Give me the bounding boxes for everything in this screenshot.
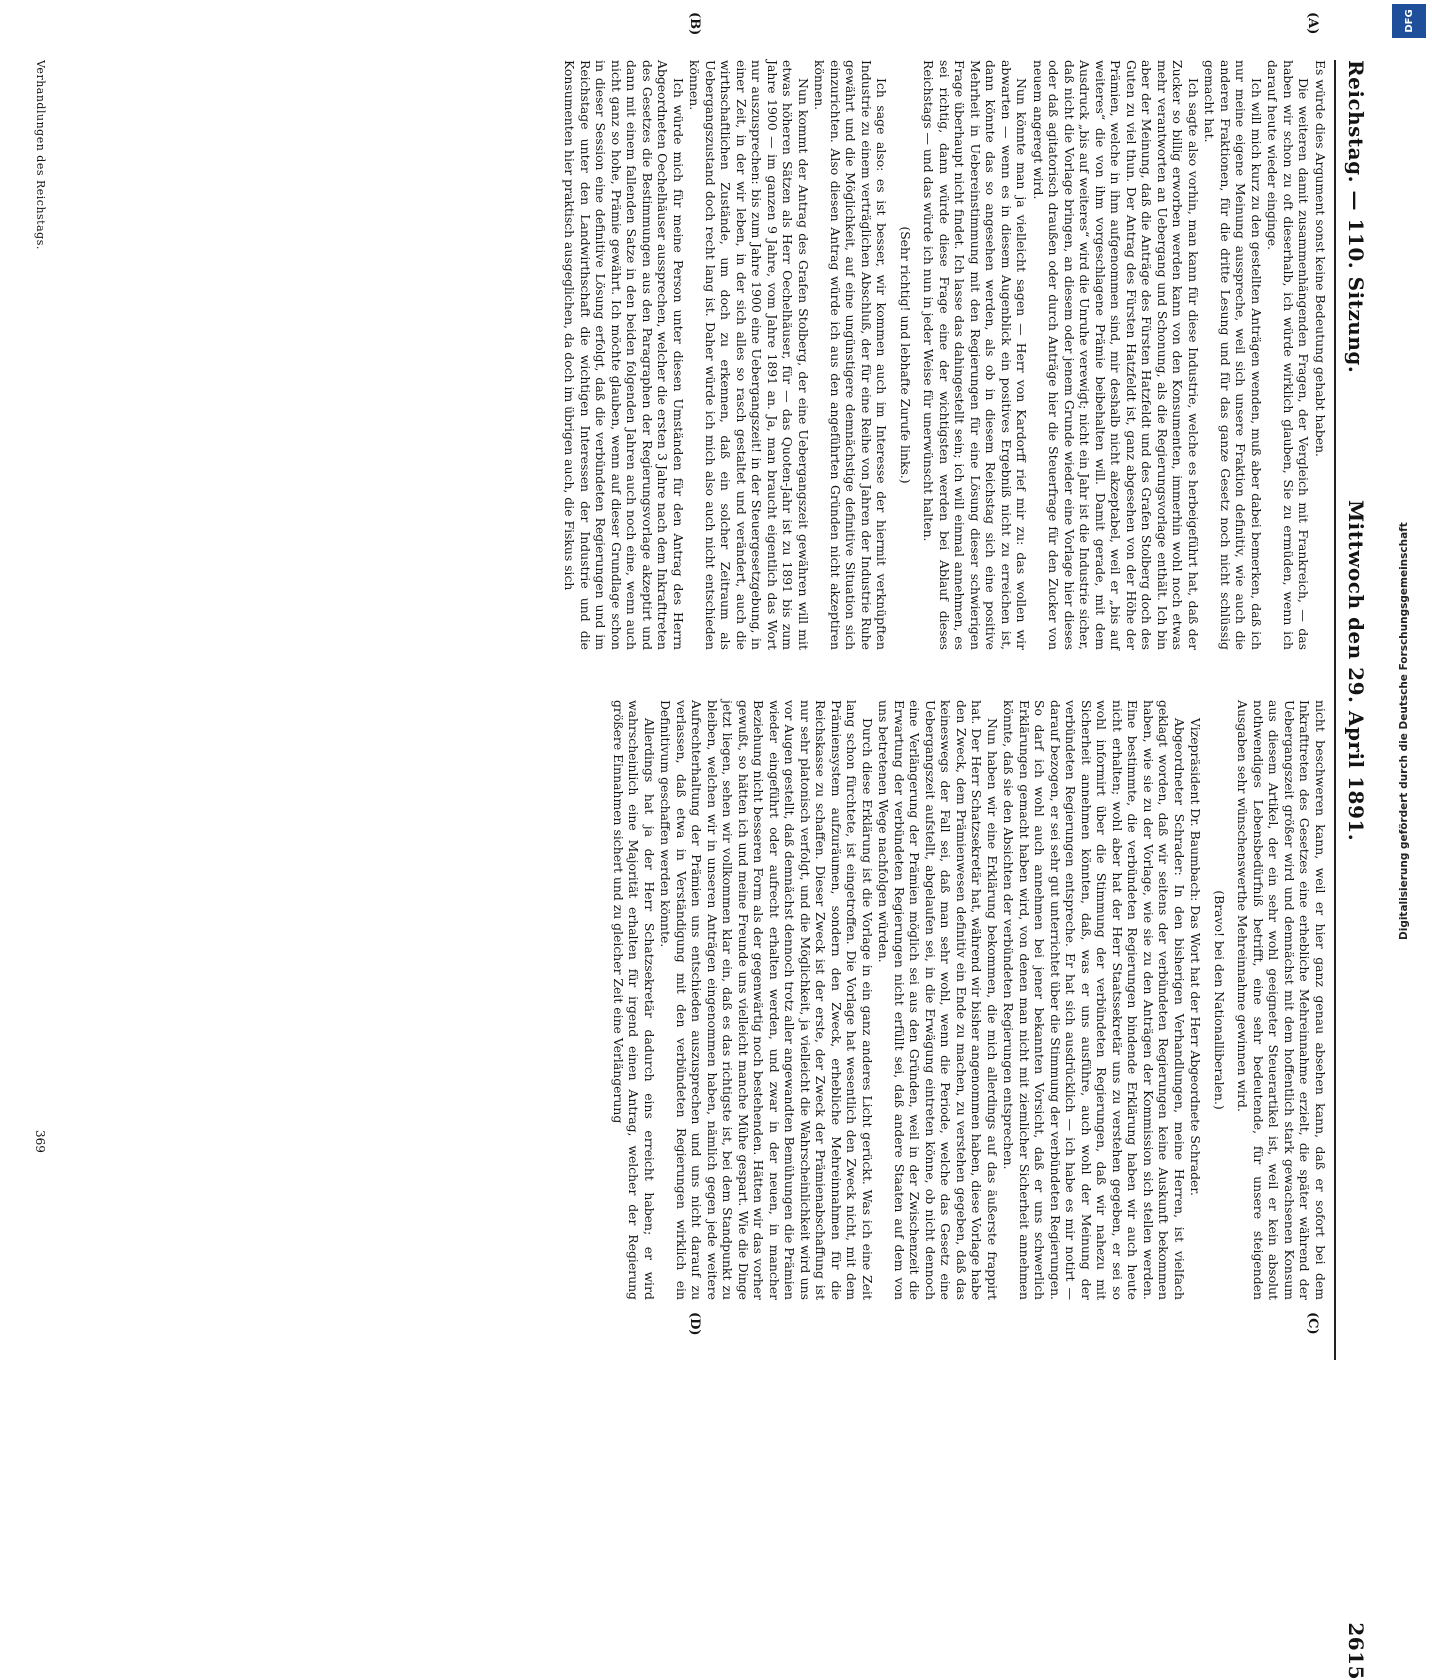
paragraph: nicht beschweren kann, weil er hier ganz genau absehen kann, daß er sofort bei dem Inkrafttreten des Gesetzes eine erhebliche Mehreinnahme erzielt, die später während der Uebergangszeit größer wird und demnächst mit dem hoffentlich stark gewachsenen Konsum aus diesem Artikel, der ein sehr wohl geeigneter Steuerartikel ist, weil er kein absolut nothwendiges Lebensbedürfniß betrifft, eine sehr bedeutende, für unsere steigenden Ausgaben sehr wünschenswerthe Mehreinnahme gewinnen wird. <box>1235 700 1328 1300</box>
paragraph: Nun kommt der Antrag des Grafen Stolberg, der eine Uebergangszeit gewähren will mit etwas höheren Sätzen als Herr Oechelhäuser, für — das Quoten-Jahr ist zu 1891 bis zum Jahre 1900 — im ganzen 9 Jahre, vom Jahre 1891 an. Ja, man braucht eigentlich das Wort nur auszusprechen: bis zum Jahre 1900 eine Uebergangszeit! in der Steuergesetzgebung, in einer Zeit, in der wir leben, in der sich alles so rasch gestaltet und verändert, auch die wirthschaftlichen Zustände, um doch zu erkennen, daß ein solcher Zeitraum als Uebergangszustand doch recht lang ist. Daher würde ich mich also auch nicht entschieden können. <box>687 60 811 650</box>
paragraph: Nun haben wir eine Erklärung bekommen, die mich allerdings auf das äußerste frappirt hat. Der Herr Schatzsekretär hat, während wir bisher angenommen haben, diese Vorlage habe den Zweck, dem Prämienwesen definitiv ein Ende zu machen, zu verstehen gegeben, daß das keineswegs der Fall sei, daß man sehr wohl, wenn die Periode, welche das Gesetz eine Uebergangszeit aufstellt, abgelaufen sei, in die Erwägung eintreten könne, ob nicht dennoch eine Verlängerung der Prämien möglich sei aus den Gründen, weil in der Zwischenzeit die Erwartung der verbündeten Regierungen nicht erfüllt sei, daß andere Staaten auf dem von uns betretenen Wege nachfolgen würden. <box>876 700 1000 1300</box>
folio-number: 369 <box>33 1130 47 1153</box>
left-column <box>561 60 1328 650</box>
speaker-intro: Vizepräsident Dr. Baumbach: Das Wort hat der Herr Abgeordnete Schrader. <box>1188 718 1204 1196</box>
paragraph: Ich sagte also vorhin, man kann für diese Industrie, welche es herbeigeführt hat, daß der Zucker so billig erworben werden kann von den Konsumenten, immerhin wohl noch etwas mehr verantworten an Uebergang und Schonung, als die Regierungsvorlage enthält. Ich bin aber der Meinung, daß die Anträge des Fürsten Hatzfeldt und des Grafen Stolberg doch des Guten zu viel thun. Der Antrag des Fürsten Hatzfeldt ist, ganz abgesehen von der Höhe der Prämien, welche in ihm aufgenommen sind, mir deshalb nicht akzeptabel, weil er „bis auf weiteres“ die von ihm vorgeschlagene Prämie beibehalten will. Damit gerade, mit dem Ausdruck „bis auf weiteres“ wird die Unruhe verewigt; nicht ein Jahr ist die Industrie sicher, daß nicht die Vorlage bringen, an diesem oder jenem Grunde wieder eine Vorlage hier dieses oder daß agitatorisch draußen oder durch Anträge hier die Steuerfrage für den Zucker von neuem angeregt wird. <box>1031 60 1201 650</box>
margin-marker-a: (A) <box>1305 12 1320 35</box>
right-column <box>610 700 1329 1300</box>
paragraph: Ich sage also: es ist besser, wir kommen auch im Interesse der hiermit verknüpften Industrie zu einem verträglichen Abschluß, der für eine Reihe von Jahren der Industrie Ruhe gewährt und die Möglichkeit, auf eine ungünstigere demnächstige definitive Situation sich einzurichten. Also diesen Antrag würde ich aus den angeführten Gründen nicht akzeptiren können. <box>812 60 890 650</box>
interjection: (Bravo! bei den Nationalliberalen.) <box>1212 890 1227 1110</box>
margin-marker-d: (D) <box>687 1312 702 1336</box>
running-head <box>1334 60 1374 1680</box>
paragraph: Durch diese Erklärung ist die Vorlage in ein ganz anderes Licht gerückt. Was ich eine Zeit lang schon fürchtete, ist eingetroffen. Die Vorlage hat wesentlich den Zweck nicht, mit dem Prämiensystem aufzuräumen, sondern den Zweck, erhebliche Mehreinnahmen für die Reichskasse zu schaffen. Dieser Zweck ist der erste, der Zweck der Prämienabschaffung ist nur sehr platonisch verfolgt, und die Möglichkeit, ja vielleicht die Wahrscheinlichkeit wird uns vor Augen gestellt, daß demnächst dennoch trotz aller angewandten Bemühungen die Prämien wieder eingeführt oder aufrecht erhalten werden, und zwar in der neuen, in mancher Beziehung nicht besseren Form als der gegenwärtig noch bestehenden. Hätten wir das vorher gewußt, so hätten ich und meine Freunde uns vielleicht manche Mühe gespart. Wie die Dinge jetzt liegen, sehen wir vollkommen klar ein, daß es das richtigste ist, bei dem Standpunkt zu bleiben, welchen wir in unseren Anträgen eingenommen haben, nämlich gegen jede weitere Aufrechterhaltung der Prämien uns entschieden auszusprechen und uns nicht darauf zu verlassen, daß etwa in Verständigung mit den verbündeten Regierungen wirklich ein Definitivum geschaffen werden könnte. <box>658 700 875 1300</box>
margin-marker-c: (C) <box>1305 1312 1320 1335</box>
digitization-note: Digitalisierung gefördert durch die Deutsche Forschungsgemeinschaft <box>1398 522 1410 940</box>
paragraph: Es würde dies Argument sonst keine Bedeutung gehabt haben. <box>1313 60 1328 457</box>
interjection: (Sehr richtig! und lebhafte Zurufe links.) <box>898 226 913 484</box>
running-head-date: Mittwoch den 29. April 1891. <box>1344 500 1368 842</box>
margin-marker-b: (B) <box>687 12 702 36</box>
paragraph: Ich will mich kurz zu den gestellten Anträgen wenden, muß aber dabei bemerken, daß ich nur meine eigene Meinung ausspreche, weil sich unsere Fraktion definitiv, wie auch die anderen Fraktionen, für die dritte Lesung und für das ganze Gesetz noch nicht schlüssig gemacht hat. <box>1202 60 1264 650</box>
running-head-left: Reichstag. — 110. Sitzung. <box>1344 60 1368 374</box>
paragraph: Abgeordneter Schrader: In den bisherigen Verhandlungen, meine Herren, ist vielfach geklagt worden, daß wir seitens der verbündeten Regierungen keine Auskunft bekommen haben, wie sie zu der Vorlage, wie sie zu den Anträgen der Kommission sich stellen werden. Eine bestimmte, die verbündeten Regierungen bindende Erklärung haben wir auch heute nicht erhalten; wohl aber hat der Herr Staatssekretär uns zu verstehen gegeben, er sei so wohl informirt über die Stimmung der verbündeten Regierungen, daß wir nahezu mit Sicherheit annehmen könnten, daß, was er uns ausführe, auch wohl der Meinung der verbündeten Regierungen entspreche. Er hat sich ausdrücklich — ich habe es mir notirt — darauf bezogen, er sei sehr gut unterrichtet über die Stimmung der verbündeten Regierungen. So darf ich wohl auch annehmen bei jener bekannten Vorsicht, daß er uns schwerlich Erklärungen gemacht haben wird, von denen man nicht mit ziemlicher Sicherheit annehmen könnte, daß sie den Absichten der verbündeten Regierungen entsprechen. <box>1001 700 1187 1300</box>
header-rule <box>1334 60 1336 1360</box>
paragraph: Die weiteren damit zusammenhängenden Fragen, der Vergleich mit Frankreich, — das haben wir schon zu oft dieserhalb, ich würde wirklich glauben, Sie zu ermüden, wenn ich darauf heute wieder einginge. <box>1265 60 1312 650</box>
dfg-logo: DFG <box>1392 4 1426 38</box>
paragraph: Allerdings hat ja der Herr Schatzsekretär dadurch eins erreicht haben; er wird wahrscheinlich eine Majorität erhalten für irgend einen Antrag, welcher der Regierung größere Einnahmen sichert und zu gleicher Zeit eine Verlängerung <box>611 700 657 1300</box>
paragraph: Nun könnte man ja vielleicht sagen — Herr von Kardorff rief mir zu: das wollen wir abwarten — wenn es in diesem Augenblick ein positives Ergebniß nicht zu erreichen ist, dann könnte das so angesehen werden, als ob in diesem Reichstag sich eine positive Mehrheit in Uebereinstimmung mit den Regierungen für eine Lösung dieser schwierigen Frage überhaupt nicht findet. Ich lasse das dahingestellt sein; ich will einmal annehmen, es sei richtig, dann würde diese Frage eine der wichtigsten werden bei Ablauf dieses Reichstags — und das würde ich nun in jeder Weise für unerwünscht halten. <box>921 60 1030 650</box>
paragraph: Ich würde mich für meine Person unter diesen Umständen für den Antrag des Herrn Abgeordneten Oechelhäuser aussprechen, welcher die ersten 3 Jahre nach dem Inkrafttreten des Gesetzes die Bestimmungen aus den Paragraphen der Regierungsvorlage akzeptirt und dann mit einem fallenden Satze in den beiden folgenden Jahren auch noch eine, wenn auch nicht ganz so hohe, Prämie gewährt. Ich möchte glauben, wenn auf dieser Grundlage schon in dieser Session eine definitive Lösung erfolgt, daß die verbündeten Regierungen und im Reichstage unter den Landwirthschaft die wichtigen Interessen der Industrie und die Konsumenten hier praktisch ausgeglichen, da doch im übrigen auch, die Fiskus sich <box>562 60 686 650</box>
source-footnote: Verhandlungen des Reichstags. <box>34 60 47 250</box>
page-number: 2615 <box>1344 1622 1368 1680</box>
